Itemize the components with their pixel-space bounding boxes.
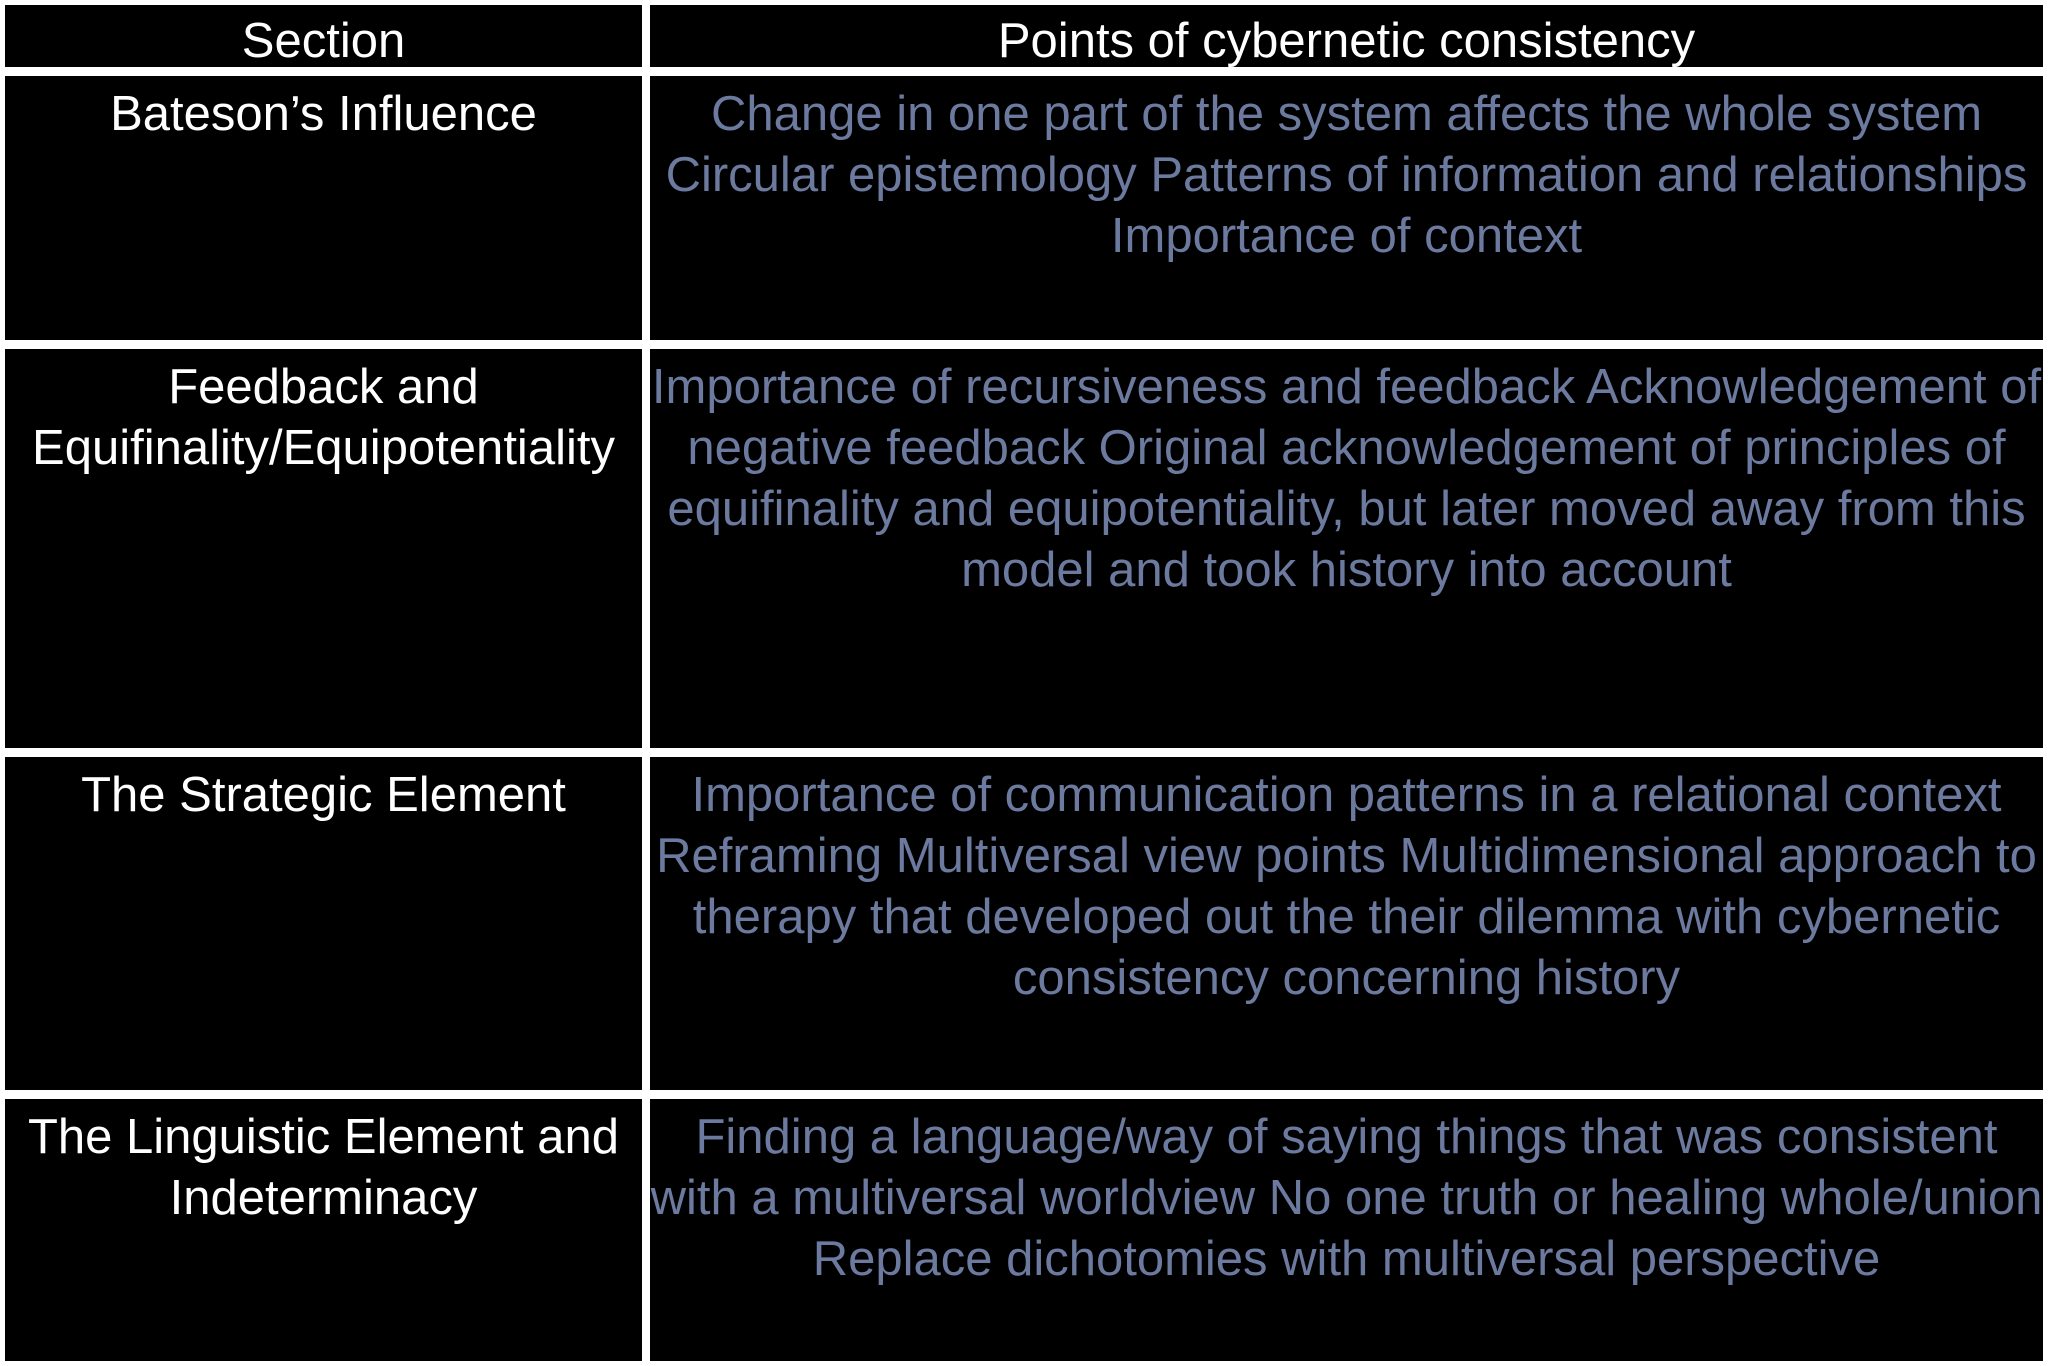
row-3-points-text: Importance of communication patterns in a relational context Reframing Multiversal view points Multidimensional approach to therapy that developed out the their dilemma with cybernetic consistency concerning history <box>656 768 2037 1005</box>
header-points-label: Points of cybernetic consistency <box>997 14 1696 67</box>
row-3-section-text: The Strategic Element <box>81 768 566 822</box>
row-4-points <box>650 1099 2043 1361</box>
row-4-section-text: The Linguistic Element and Indeterminacy <box>27 1110 620 1225</box>
header-section <box>5 5 642 67</box>
row-2-points-text: Importance of recursiveness and feedback Acknowledgement of negative feedback Original acknowledgement of principles of equifinality and equipotentiality, but later moved away from this model and took history into account <box>651 360 2042 597</box>
row-1-points <box>650 76 2043 340</box>
header-section-label: Section <box>241 14 406 67</box>
header-points <box>650 5 2043 67</box>
row-4-points-text: Finding a language/way of saying things that was consistent with a multiversal worldview No one truth or healing whole/union Replace dichotomies with multiversal perspective <box>650 1110 2043 1286</box>
row-1-section <box>5 76 642 340</box>
row-1-points-text: Change in one part of the system affects the whole system Circular epistemology Patterns of information and relationships Importance of context <box>665 87 2028 263</box>
row-3-points <box>650 757 2043 1090</box>
row-2-section-text: Feedback and Equifinality/Equipotentiality <box>32 360 615 475</box>
row-2-points <box>650 349 2043 748</box>
row-2-section <box>5 349 642 748</box>
row-3-section <box>5 757 642 1090</box>
row-4-section <box>5 1099 642 1361</box>
row-1-section-text: Bateson’s Influence <box>110 87 537 141</box>
